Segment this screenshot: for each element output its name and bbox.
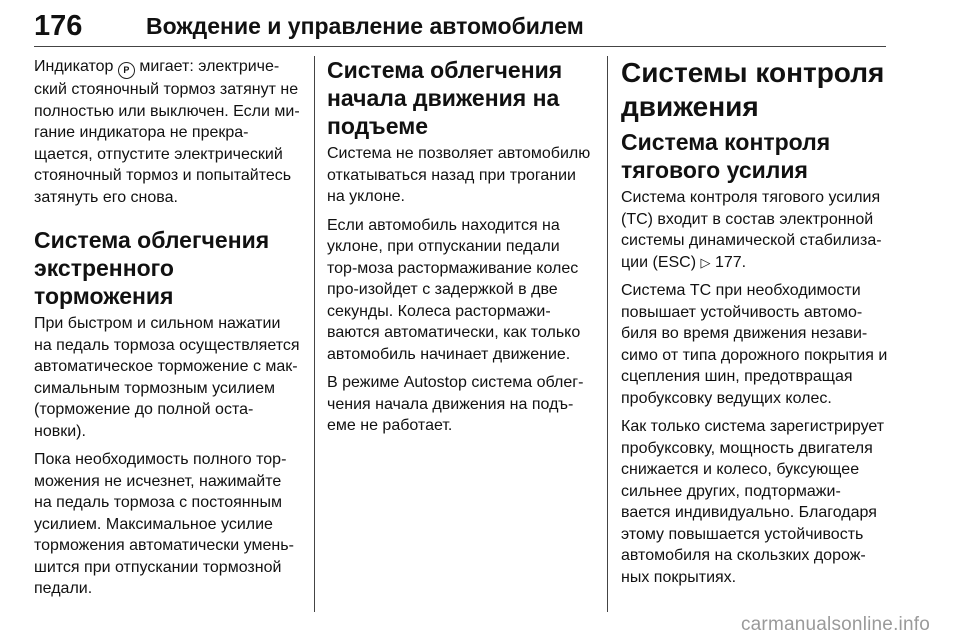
section-heading: Система облегчения начала движения на подъеме <box>327 57 563 139</box>
chapter-title: Вождение и управление автомобилем <box>146 13 584 39</box>
section-heading: Система облегчения экстренного торможения <box>34 227 270 309</box>
intro-text: Индикатор <box>34 58 114 75</box>
section-heading: Система контроля тягового усилия <box>621 129 831 183</box>
chapter-section-title: Системы контроля движения <box>621 57 885 122</box>
column-divider <box>607 56 608 612</box>
column-right <box>621 56 889 595</box>
paragraph: Как только система зарегистрирует пробуксовку, мощность двигателя снижается и колесо, буксующее сильнее других, подтормажи-вается индивидуально. Благодаря этому повышается устойчивость автомобиля на скользких дорож-ных покрытиях. <box>621 418 885 586</box>
page-reference[interactable]: 177. <box>714 253 747 271</box>
intro-text-cont: мигает: электриче-ский стояночный тормоз затянут не полностью или выключен. Если ми-гание индикатора не прекра-щается, отпустите электрический стояночный тормоз и попытайтесь затянуть его снова. <box>34 58 300 206</box>
column-middle <box>327 56 593 444</box>
paragraph <box>621 187 889 273</box>
intro-paragraph <box>34 56 302 208</box>
watermark: carmanualsonline.info <box>740 614 930 635</box>
paragraph: Система TC при необходимости повышает устойчивость автомо-биля во время движения незави-симо от типа дорожного покрытия и сцепления шин, предотвращая пробуксовку ведущих колес. <box>621 282 888 407</box>
paragraph-text: Система контроля тягового усилия (TC) входит в состав электронной системы динамической стабилиза-ции (ESC) <box>621 189 882 271</box>
parking-brake-icon: P <box>118 62 135 79</box>
page-header <box>34 8 886 47</box>
page-number: 176 <box>34 10 83 42</box>
paragraph: В режиме Autostop система облег-чения начала движения на подъ-еме не работает. <box>327 374 584 434</box>
paragraph: При быстром и сильном нажатии на педаль тормоза осуществляется автоматическое торможение с мак-симальным тормозным усилием (торможение до полной оста-новки). <box>34 315 300 440</box>
paragraph: Пока необходимость полного тор-можения не исчезнет, нажимайте на педаль тормоза с постоянным усилием. Максимальное усилие торможения автоматически умень-шится при отпускании тормозной педали. <box>34 451 294 597</box>
column-left <box>34 56 302 607</box>
paragraph: Система не позволяет автомобилю откатываться назад при трогании на уклоне. <box>327 145 591 205</box>
paragraph: Если автомобиль находится на уклоне, при отпускании педали тор-моза растормаживание колес про-изойдет с задержкой в две секунды. Колеса растормажи-ваются автоматически, как только автомобиль начинает движение. <box>327 216 581 363</box>
column-divider <box>314 56 315 612</box>
page-reference-icon: ▷ <box>700 254 711 270</box>
